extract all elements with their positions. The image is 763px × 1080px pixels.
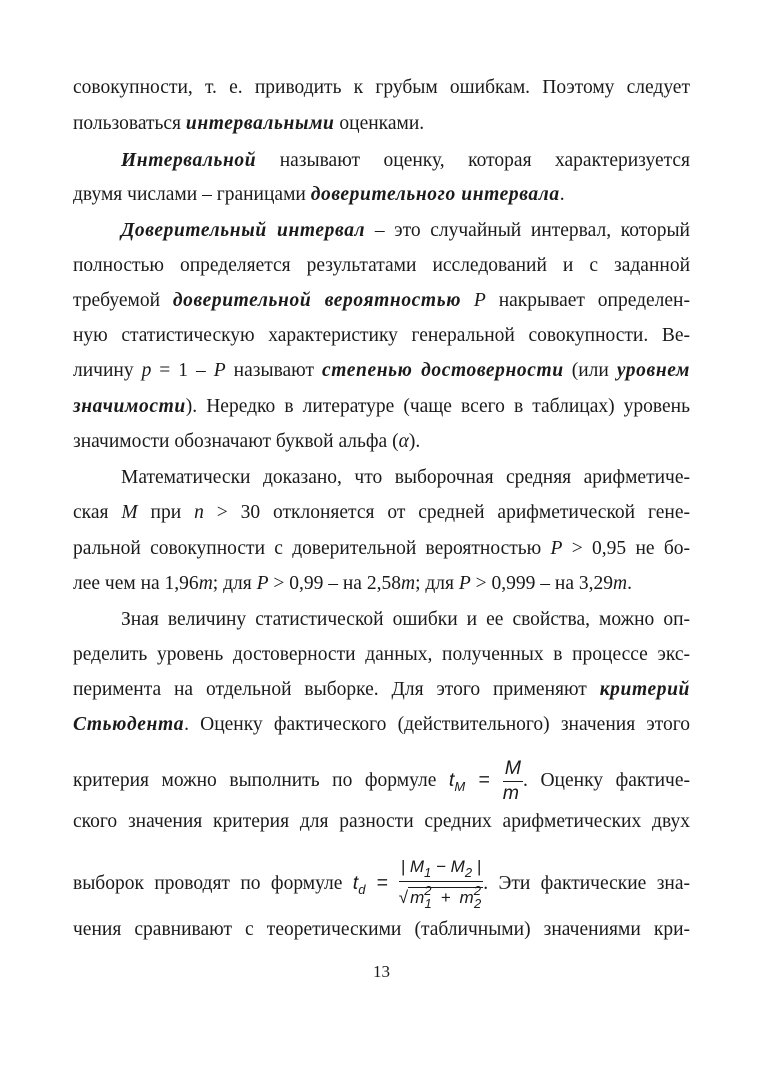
text-line: Стьюдента. Оценку фактического (действительного) значения этого (73, 714, 690, 735)
term-confidence-probability: доверительной вероятностью (172, 290, 462, 311)
term-degree-of-reliability: степенью достоверности (322, 360, 564, 381)
text-line: критерия можно выполнить по формуле $t_M$ = $\frac{M}{m}$ . Оценку фактиче- (73, 757, 690, 804)
term-significance: значимости (73, 396, 186, 417)
text-line: ную статистическую характеристику генеральной совокупности. Ве- (73, 325, 690, 346)
text-line: Интервальной называют оценку, которая характеризуется (121, 150, 690, 171)
formula-student-t: $t_M$ = $\frac{M}{m}$ (448, 757, 522, 804)
text-line: значимости). Нередко в литературе (чаще всего в таблицах) уровень (73, 396, 690, 417)
term-confidence-interval-def: Доверительный интервал (121, 220, 366, 241)
text-line: требуемой доверительной вероятностью P накрывает определен- (73, 290, 690, 311)
term-student: Стьюдента (73, 714, 185, 735)
text-line: чения сравнивают с теоретическими (табличными) значениями кри- (73, 919, 690, 940)
term-interval-estimates: интервальными (185, 113, 335, 134)
text-line: ределить уровень достоверности данных, полученных в процессе экс- (73, 644, 690, 665)
text-line: Зная величину статистической ошибки и ее свойства, можно оп- (121, 609, 690, 630)
text-line: перимента на отдельной выборке. Для этого применяют критерий (73, 679, 690, 700)
text-line: полностью определяется результатами исследований и с заданной (73, 255, 690, 276)
text-line: двумя числами – границами доверительного интервала. (73, 184, 565, 205)
term-significance-level: уровнем (616, 360, 690, 381)
term-criterion: критерий (599, 679, 690, 700)
formula-difference-t: $t_d$ = $\frac{| M_1 - M_2 |}{√ m^2_1 + m^2_2}$ (352, 857, 482, 911)
text-line: лее чем на 1,96m; для P > 0,99 – на 2,58m; для P > 0,999 – на 3,29m. (73, 573, 632, 594)
fraction: $\frac{M}{m}$ (502, 757, 522, 804)
text-line: ская M при n > 30 отклоняется от средней арифметической гене- (73, 502, 691, 523)
text-line: ского значения критерия для разности средних арифметических двух (73, 811, 690, 832)
text-line: Доверительный интервал – это случайный интервал, который (121, 220, 690, 241)
text-line: значимости обозначают буквой альфа (α). (73, 431, 421, 452)
text-line: выборок проводят по формуле $t_d$ = $\frac{| M_1 - M_2 |}{√ m^2_1 + m^2_2}$ . Эти фактические зна- (73, 857, 690, 911)
term-interval: Интервальной (121, 150, 257, 171)
text-line: пользоваться интервальными оценками. (73, 113, 425, 134)
sqrt-sign: √ (398, 888, 409, 907)
term-confidence-interval: доверительного интервала (310, 184, 560, 205)
text-line: совокупности, т. е. приводить к грубым ошибкам. Поэтому следует (73, 77, 690, 98)
text-line: ральной совокупности с доверительной вероятностью P > 0,95 не бо- (73, 538, 690, 559)
text-line: личину p = 1 – P называют степенью достоверности (или уровнем (73, 360, 690, 381)
fraction: $\frac{| M_1 - M_2 |}{√ m^2_1 + m^2_2}$ (398, 857, 482, 911)
page-number: 13 (373, 962, 390, 981)
text-line: Математически доказано, что выборочная средняя арифметиче- (121, 467, 690, 488)
